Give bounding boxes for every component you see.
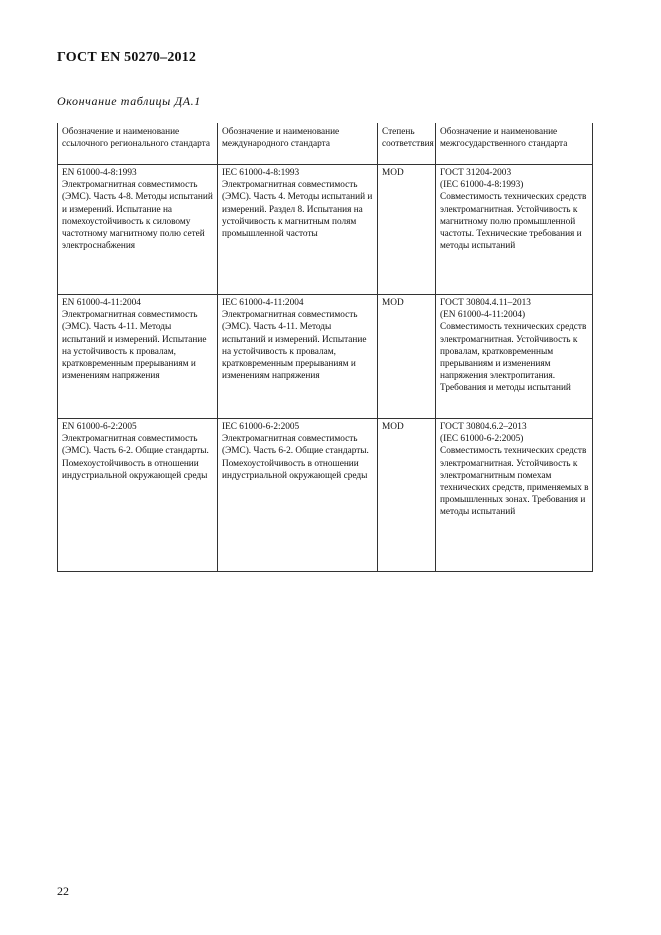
table-row	[58, 295, 593, 419]
cell-regional: EN 61000-4-11:2004 Электромагнитная совместимость (ЭМС). Часть 4-11. Методы испытаний и измерений. Испытание на устойчивость к провалам, кратковременным прерываниям и изменениям напряжения	[58, 295, 218, 419]
table-header-row	[58, 123, 593, 165]
page-number: 22	[57, 884, 69, 898]
cell-degree: MOD	[378, 419, 436, 572]
cell-degree: MOD	[378, 165, 436, 295]
table-row	[58, 419, 593, 572]
column-header-regional: Обозначение и наименование ссылочного регионального стандарта	[58, 123, 218, 165]
table-caption: Окончание таблицы ДА.1	[57, 94, 201, 108]
cell-international: IEC 61000-4-11:2004 Электромагнитная совместимость (ЭМС). Часть 4-11. Методы испытаний и измерений. Испытание на устойчивость к провалам, кратковременным прерываниям и изменениям напряжения	[218, 295, 378, 419]
column-header-international: Обозначение и наименование международного стандарта	[218, 123, 378, 165]
cell-international: IEC 61000-6-2:2005 Электромагнитная совместимость (ЭМС). Часть 6-2. Общие стандарты. Помехоустойчивость в отношении индустриальной окружающей среды	[218, 419, 378, 572]
table-row	[58, 165, 593, 295]
cell-interstate: ГОСТ 30804.6.2–2013 (IEC 61000-6-2:2005) Совместимость технических средств электромагнитная. Устойчивость к электромагнитным помехам технических средств, применяемых в промышленных зонах. Требования и методы испытаний	[436, 419, 593, 572]
cell-interstate: ГОСТ 31204-2003 (IEC 61000-4-8:1993) Совместимость технических средств электромагнитная. Устойчивость к магнитному полю промышленной частоты. Технические требования и методы испытаний	[436, 165, 593, 295]
cell-regional: EN 61000-6-2:2005 Электромагнитная совместимость (ЭМС). Часть 6-2. Общие стандарты. Помехоустойчивость в отношении индустриальной окружающей среды	[58, 419, 218, 572]
cell-international: IEC 61000-4-8:1993 Электромагнитная совместимость (ЭМС). Часть 4. Методы испытаний и измерений. Раздел 8. Испытания на устойчивость к магнитным полям промышленной частоты	[218, 165, 378, 295]
column-header-degree: Степень соответствия	[378, 123, 436, 165]
cell-regional: EN 61000-4-8:1993 Электромагнитная совместимость (ЭМС). Часть 4-8. Методы испытаний и измерений. Испытание на помехоустойчивость к силовому частотному магнитному полю сетей электроснабжения	[58, 165, 218, 295]
cell-interstate: ГОСТ 30804.4.11–2013 (EN 61000-4-11:2004) Совместимость технических средств электромагнитная. Устойчивость к провалам, кратковременным прерываниям и изменениям напряжения электропитания. Требования и методы испытаний	[436, 295, 593, 419]
reference-standards-table	[57, 123, 593, 572]
cell-degree: MOD	[378, 295, 436, 419]
document-code: ГОСТ EN 50270–2012	[57, 50, 197, 65]
column-header-interstate: Обозначение и наименование межгосударственного стандарта	[436, 123, 593, 165]
